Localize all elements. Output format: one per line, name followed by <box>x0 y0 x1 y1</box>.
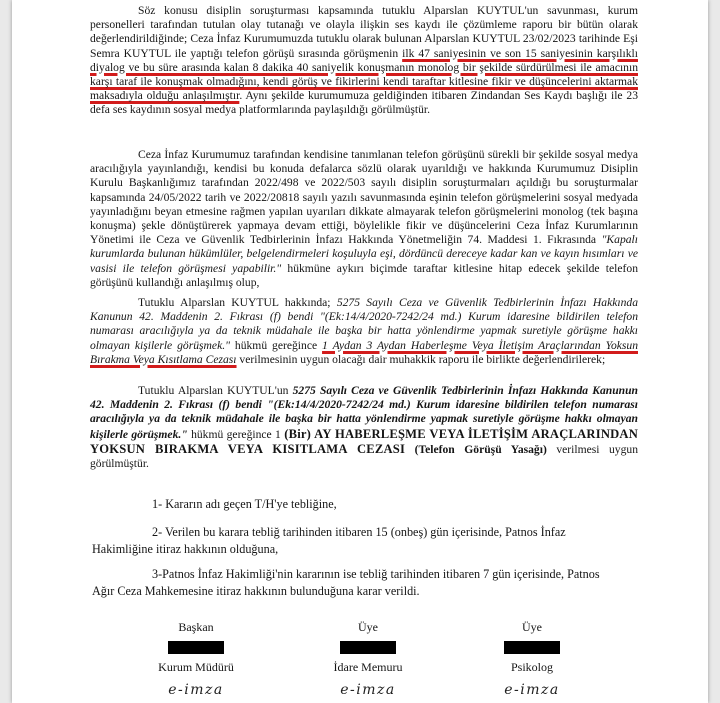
signature-role: Üye <box>522 620 542 634</box>
paragraph-evaluation <box>90 4 638 118</box>
decision-items <box>92 496 622 600</box>
p3-text-b: hükmü gereğince <box>229 338 323 352</box>
p2-text-a: Ceza İnfaz Kurumumuz tarafından kendisine tanımlanan telefon görüşünü sürekli bir şekilde sosyal medya aracılığıyla yayınlandığı, kendisi bu konuda defalarca sözlü olarak uyarıldığı ve hakkında Kurumumuz Disiplin Kurulu Başkanlığımız tarafından 2022/498 ve 2022/503 sayılı disiplin soruşturmaları açıldığı bu soruşturmalar kapsamında 24/05/2022 tarih ve 2022/20818 sayılı yazılı savunmasında eşinin telefon görüşmelerini sosyal medyada yayınladığını beyan etmesine rağmen yapılan uyarıları dikkate almayarak telefon görüşmelerini monolog (tek başına konuşma) şekle dönüştürerek yapmaya devam ettiği, böylelikle fikir ve düşüncelerini Ceza İnfaz Kurumlarının Yönetimi ile Ceza ve Güvenlik Tedbirlerinin İnfazı Hakkında Yönetmeliğin 74. Maddesi 1. Fıkrasında <box>90 148 638 247</box>
signature-member-admin <box>293 620 443 698</box>
paragraph-background <box>90 148 638 290</box>
e-signature: e-imza <box>340 682 396 698</box>
decision-item-3: 3-Patnos İnfaz Hakimliği'nin kararının ise tebliğ tarihinden itibaren 7 gün içerisinde, Patnos Ağır Ceza Mahkemesine itiraz hakkının bulunduğuna karar verildi. <box>92 567 600 598</box>
document-page <box>12 0 708 703</box>
paragraph-decision <box>90 384 638 471</box>
redaction-bar <box>340 641 396 654</box>
e-signature: e-imza <box>168 682 224 698</box>
decision-item-2: 2- Verilen bu karara tebliğ tarihinden itibaren 15 (onbeş) gün içerisinde, Patnos İnfaz Hakimliğine itiraz hakkının olduğuna, <box>92 525 566 556</box>
p4-penalty-caps: (Bir) AY HABERLEŞME VEYA İLETİŞİM ARAÇLARINDAN YOKSUN BIRAKMA VEYA KISITLAMA CEZASI <box>90 426 638 456</box>
signature-role: Başkan <box>178 620 214 634</box>
redaction-bar <box>168 641 224 654</box>
redaction-bar <box>504 641 560 654</box>
e-signature: e-imza <box>504 682 560 698</box>
signature-title: İdare Memuru <box>333 660 403 674</box>
p4-text-a: Tutuklu Alparslan KUYTUL'un <box>138 384 293 397</box>
decision-item-1: 1- Kararın adı geçen T/H'ye tebliğine, <box>152 497 337 511</box>
p4-law-citation: 5275 Sayılı Ceza ve Güvenlik Tedbirlerinin İnfazı Hakkında Kanunun 42. Maddenin 2. Fıkrası (f) bendi "(Ek:14/4/2020-7242/24 md.) Kurum idaresine bildirilen telefon numarası aracılığıyla ya da teknik müdahale ile başka bir hatta yönlendirme yapmak suretiyle görüşme hakkı olmayan kişilerle görüşmek." <box>90 384 638 441</box>
p2-text-b: hükmüne aykırı biçimde taraftar kitlesine hitap edecek şekilde telefon görüşünü kullandığı anlaşılmış olup, <box>90 261 638 289</box>
p4-text-c: verilmesi uygun görülmüştür. <box>90 442 638 471</box>
signature-chairman <box>121 620 271 698</box>
paragraph-investigator-report <box>90 296 638 367</box>
p4-text-b: hükmü gereğince 1 <box>187 427 285 441</box>
p3-law-citation: 5275 Sayılı Ceza ve Güvenlik Tedbirlerinin İnfazı Hakkında Kanunun 42. Maddenin 2. Fıkrası (f) bendi "(Ek:14/4/2020-7242/24 md.) Kurum idaresine bildirilen telefon numarası aracılığıyla ya da teknik müdahale ile başka bir hatta yönlendirme yapmak suretiyle görüşme hakkı olmayan kişilerle görüşmek." <box>90 296 638 352</box>
p3-text-c: verilmesinin uygun olacağı dair muhakkik raporu ile birlikte değerlendirilerek; <box>236 352 606 366</box>
p3-text-a: Tutuklu Alparslan KUYTUL hakkında; <box>138 296 337 309</box>
signature-role: Üye <box>358 620 378 634</box>
p1-text-a: Söz konusu disiplin soruşturması kapsamında tutuklu Alparslan KUYTUL'un savunması, kurum personelleri tarafından tutulan olay tutanağı ve olayla ilişkin ses kaydı ile çözümleme raporu bir bütün olarak değerlendirildiğinde; Ceza İnfaz Kurumumuzda tutuklu olarak bulunan Alparslan KUYTUL 23/02/2023 tarihinde Eşi Semra KUYTUL ile yaptığı telefon görüşü sırasında görüşmenin <box>90 4 638 60</box>
p4-penalty-note: (Telefon Görüşü Yasağı) <box>405 442 547 456</box>
signature-member-psychologist <box>457 620 607 698</box>
p1-text-b: . Aynı şekilde kurumumuza geldiğinden itibaren Zindandan Ses Kaydı başlığı ile 23 defa ses kaydının sosyal medya platformlarında paylaşıldığı görülmüştür. <box>90 89 638 117</box>
signature-title: Psikolog <box>510 660 553 674</box>
p3-highlight-penalty: 1 Aydan 3 Aydan Haberleşme Veya İletişim Araçlarından Yoksun Bırakma Veya Kısıtlama Cezası <box>90 338 638 366</box>
signature-title: Kurum Müdürü <box>158 660 234 674</box>
p1-highlight: ilk 47 saniyesinin ve son 15 saniyesinin karşılıklı diyalog ve bu süre arasında kalan 8 dakika 40 saniyelik konuşmanın monolog bir şekilde sürdürülmesi ile amacının karşı taraf ile konuşmak olmadığını, kendi görüş ve fikirlerini kendi taraftar kitlesine fikir ve düşüncelerini aktarmak maksadıyla olduğu anlaşılmıştır <box>90 46 638 103</box>
p2-regulation-quote: "Kapalı kurumlarda bulunan hükümlüler, belgelendirmeleri koşuluyla eşi, dördüncü dereceye kadar kan ve kayın hısımları ve vasisi ile telefon görüşmesi yapabilir." <box>90 233 638 275</box>
